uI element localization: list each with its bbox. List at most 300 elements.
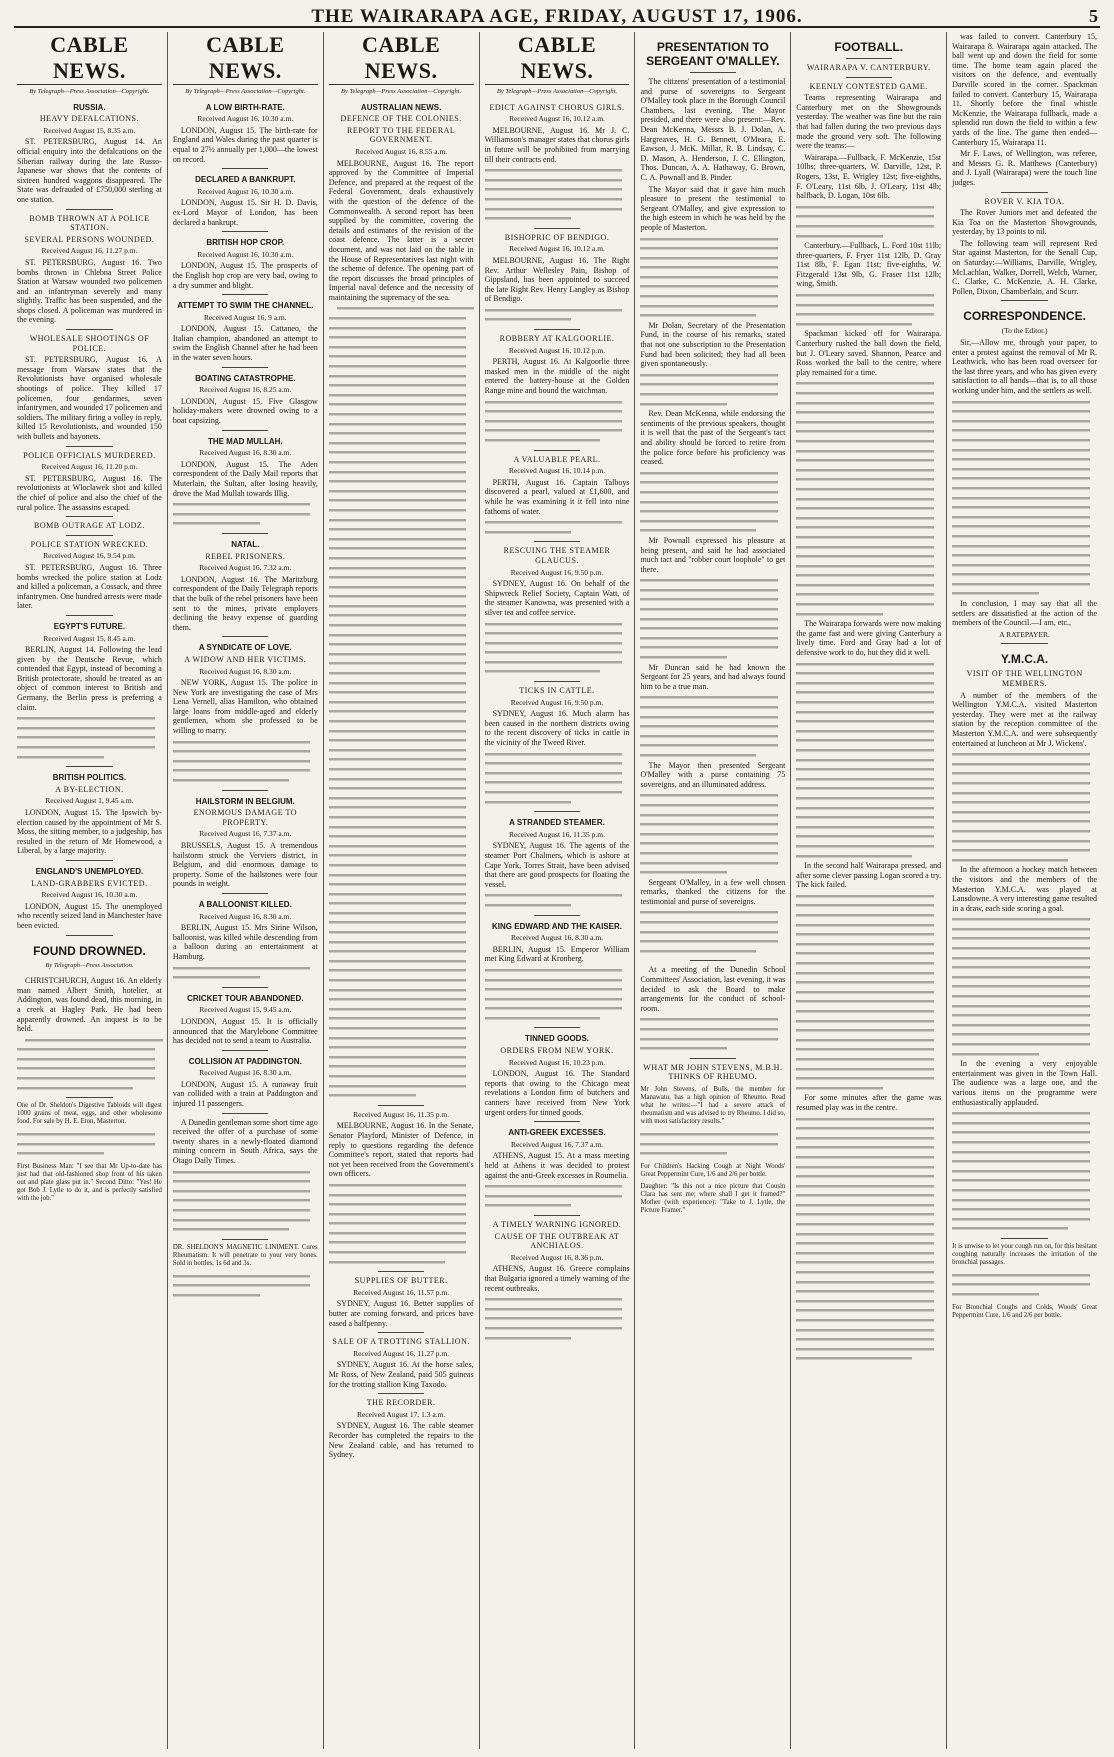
text-line xyxy=(796,660,934,670)
text-line xyxy=(952,570,1090,580)
text-line xyxy=(952,973,1090,983)
text-line xyxy=(329,1005,467,1015)
text-line xyxy=(640,302,778,312)
dateline: Received August 15, 9.45 a.m. xyxy=(199,1005,292,1015)
divider xyxy=(378,1393,424,1394)
dateline: Received August 16, 7.32 a.m. xyxy=(199,563,292,573)
article-text: Mr Duncan said he had known the Sergeant for 25 years, and had always found him to be a true man. xyxy=(640,662,786,691)
text-line xyxy=(640,273,778,283)
article-text: SYDNEY, August 16. Better supplies of butter are coming forward, and prices have eased a halfpenny. xyxy=(328,1299,474,1328)
text-line xyxy=(329,554,467,564)
article-text: The citizens' presentation of a testimonial and purse of sovereigns to Sergeant O'Malley took place in the Borough Council Chambers, last evening. The Mayor presided, and there were also present:—Rev. Dean McKenna, Messrs B. J. Dolan, A. Hargreaves, H. G. Bennett, O'Meara, E. Eawson, J. McK. Millar, R. B. Lindsay, C. D. Mason, A. Henderson, J. C. Ellington, Thos. Duncan, A. A. Hathaway, G. Brown, C. A. Pownall and B. Pinder. xyxy=(640,77,786,182)
section-subtitle: ROBBERY AT KALGOORLIE. xyxy=(499,334,615,344)
text-line xyxy=(796,1239,934,1249)
dateline: Received August 16, 9.50 p.m. xyxy=(510,567,604,577)
section-subtitle: DEFENCE OF THE COLONIES. xyxy=(340,114,462,124)
article-text: BERLIN, August 15. Emperor William met King Edward at Kronberg. xyxy=(484,944,630,964)
text-line xyxy=(952,484,1090,494)
article-text: MELBOURNE, August 16. The Right Rev. Arthur Wellesley Pain, Bishop of Gippsland, has been appointed to succeed the late Right Rev. Henry Langley as Bishop of Bendigo. xyxy=(484,255,630,304)
article-text: Canterbury.—Fullback, L. Ford 10st 11lb; three-quarters, F. Fryer 11st 12lb, D. Gray 11st 8lb, F. Egan 11st; five-eighths, W. Fitzgerald 13st 9lb, G. Fraser 11st 12lb; wing, Smith. xyxy=(796,241,942,289)
text-line xyxy=(173,1196,311,1206)
article-text: Teams representing Wairarapa and Canterbury met on the Showgrounds yesterday. The weather was fine but the rain that had fallen during the two previous days made the ground very soft. The following were the teams:— xyxy=(796,93,942,151)
text-line xyxy=(796,1287,934,1297)
text-line xyxy=(329,794,467,804)
section-title: A LOW BIRTH-RATE. xyxy=(205,102,285,112)
text-line xyxy=(485,985,623,995)
text-line xyxy=(796,997,934,1007)
text-line xyxy=(640,830,778,840)
divider xyxy=(534,228,580,229)
text-line xyxy=(952,1224,1068,1234)
section-title: CORRESPONDENCE. xyxy=(963,309,1086,324)
text-line xyxy=(796,959,934,969)
article-text: ST. PETERSBURG, August 16. The revolutionists at Wloclawek shot and killed the chief of police and also the chief of the rural police. The assassins escaped. xyxy=(17,473,162,512)
section-title: Y.M.C.A. xyxy=(1000,652,1049,667)
column-heading: PRESENTATION TO SERGEANT O'MALLEY. xyxy=(646,40,780,68)
text-line xyxy=(952,589,1039,599)
text-line xyxy=(796,978,934,988)
text-line xyxy=(796,756,934,766)
text-line xyxy=(796,1045,934,1055)
text-line xyxy=(640,801,778,811)
section-subtitle: RESCUING THE STEAMER GLAUCUS. xyxy=(503,546,611,565)
text-line xyxy=(952,1050,1039,1060)
text-line xyxy=(173,776,289,786)
text-line xyxy=(329,333,467,343)
text-line xyxy=(952,769,1090,779)
text-line xyxy=(329,362,467,372)
text-line xyxy=(796,717,934,727)
text-line xyxy=(329,400,467,410)
text-line xyxy=(329,861,467,871)
column-heading: CABLE NEWS. xyxy=(329,32,474,85)
text-line xyxy=(173,1206,311,1216)
column-2 xyxy=(168,32,324,1749)
section-title: ENGLAND'S UNEMPLOYED. xyxy=(35,866,144,876)
dateline: Received August 16, 8.36 p.m. xyxy=(510,1252,604,1262)
text-line xyxy=(796,562,934,572)
text-line xyxy=(485,1182,623,1192)
text-line xyxy=(329,487,467,497)
byline: By Telegraph—Press Association—Copyright. xyxy=(185,88,306,95)
text-line xyxy=(796,437,934,447)
text-line xyxy=(485,518,623,528)
divider xyxy=(846,77,892,78)
text-line xyxy=(640,732,778,742)
dateline: Received August 15, 8.35 a.m. xyxy=(43,125,136,135)
text-line xyxy=(796,688,934,698)
text-line xyxy=(329,746,467,756)
text-line xyxy=(329,1024,467,1034)
dateline: Received August 16, 10.12 p.m. xyxy=(508,345,606,355)
divider xyxy=(222,168,268,169)
divider xyxy=(534,329,580,330)
text-line xyxy=(17,1140,155,1150)
section-title: EGYPT'S FUTURE. xyxy=(53,621,126,631)
article-text: LONDON, August 15. The unemployed who recently seized land in Manchester have been evicted. xyxy=(17,901,162,930)
text-line xyxy=(796,901,934,911)
text-line xyxy=(17,1074,155,1084)
dateline: Received August 16, 8.30 a.m. xyxy=(199,1068,292,1078)
text-line xyxy=(796,1335,934,1345)
dateline: Received August 16, 7.37 a.m. xyxy=(199,829,292,839)
article-text: PERTH, August 16. Captain Talboys discovered a pearl, valued at £1,600, and while he was examining it it fell into nine fathoms of water. xyxy=(484,477,630,516)
section-subtitle: BOMB THROWN AT A POLICE STATION. xyxy=(29,213,150,233)
text-line xyxy=(796,852,912,862)
text-line xyxy=(796,222,934,232)
article-text: Mr Pownall expressed his pleasure at being present, and said he had associated much tact and "robber court loophole" to get there. xyxy=(640,535,786,574)
text-line xyxy=(640,741,778,751)
text-line xyxy=(173,1291,260,1301)
text-line xyxy=(952,798,1090,808)
text-line xyxy=(640,254,778,264)
text-line xyxy=(952,1176,1090,1186)
text-line xyxy=(485,176,623,186)
text-line xyxy=(796,1354,912,1364)
text-line xyxy=(796,784,934,794)
dateline: Received August 16, 11.20 p.m. xyxy=(41,462,138,472)
article-text: was failed to convert. Canterbury 15, Wairarapa 8. Wairarapa again attacked. The ball went up and down the field for some time. The home team again placed the visitors on the defence, and eventually Darville scored in the corner. Spackman failed to convert. Canterbury 15, Wairarapa 11. Shortly before the final whistle McKenzie, the Wairarapa fullback, made a splendid run down the field to within a few yards of the line. The game then ended—Canterbury 15, Wairarapa 11. xyxy=(952,32,1098,147)
text-line xyxy=(485,629,623,639)
divider xyxy=(534,1121,580,1122)
text-line xyxy=(952,446,1090,456)
text-line xyxy=(329,1219,467,1229)
article-text: The Wairarapa forwards were now making the game fast and were giving Canterbury a lively time. Ford and Gray had a lot of defensive work to do, but they did it well. xyxy=(796,619,942,658)
article-text: PERTH, August 16. At Kalgoorlie three masked men in the middle of the night entered the battery-house at the Golden Range mine and bound the watchman. xyxy=(484,357,630,396)
text-line xyxy=(329,784,467,794)
article-text: LONDON, August 15. Sir H. D. Davis, ex-Lord Mayor of London, has been declared a bankrupt. xyxy=(172,198,318,227)
text-line xyxy=(796,581,934,591)
text-line xyxy=(640,643,778,653)
text-line xyxy=(796,1258,934,1268)
article-text: MELBOURNE, August 16. Mr J. C. Williamson's manager states that chorus girls in future will be prohibited from marrying till their contracts end. xyxy=(484,125,630,164)
text-line xyxy=(173,1281,311,1291)
divider xyxy=(66,446,112,447)
article-text: At a meeting of the Dunedin School Committees' Association, last evening, it was decided to ask the Board to make arrangements for the conduct of school-room. xyxy=(640,965,786,1013)
section-title: BRITISH HOP CROP. xyxy=(206,238,285,248)
text-line xyxy=(952,522,1090,532)
text-line xyxy=(796,949,934,959)
text-line xyxy=(796,571,934,581)
text-line xyxy=(329,468,467,478)
text-line xyxy=(173,1168,311,1178)
text-line xyxy=(952,808,1090,818)
text-line xyxy=(796,1065,934,1075)
text-line xyxy=(640,1140,778,1150)
dateline: Received August 16, 8.55 a.m. xyxy=(355,146,448,156)
text-line xyxy=(796,669,934,679)
text-line xyxy=(329,755,467,765)
text-line xyxy=(485,648,623,658)
text-line xyxy=(329,736,467,746)
text-line xyxy=(329,1191,467,1201)
divider xyxy=(846,58,892,59)
advertisement: First Business Man: "I see that Mr Up-to-date has just had that old-fashioned shop front of his taken out and plate glass put in." Second Ditto: "Yes! He got Bob J. Lytle to do it, and is perfectly satisfied with the job." xyxy=(17,1163,162,1203)
text-line xyxy=(485,976,623,986)
dateline: Received August 16, 10.30 a.m. xyxy=(197,114,294,124)
text-line xyxy=(17,1064,155,1074)
text-line xyxy=(952,1109,1090,1119)
text-line xyxy=(173,973,260,983)
section-title: AUSTRALIAN NEWS. xyxy=(360,102,442,112)
section-subtitle: A WIDOW AND HER VICTIMS. xyxy=(184,654,307,664)
text-line xyxy=(640,693,778,703)
divider xyxy=(222,231,268,232)
signature: A RATEPAYER. xyxy=(999,629,1050,639)
text-line xyxy=(796,291,934,301)
section-subtitle: A BY-ELECTION. xyxy=(55,784,124,794)
divider xyxy=(222,367,268,368)
text-line xyxy=(640,235,778,245)
text-line xyxy=(952,963,1090,973)
text-line xyxy=(640,839,778,849)
text-line xyxy=(329,381,467,391)
text-line xyxy=(796,320,912,330)
section-title: ANTI-GREEK EXCESSES. xyxy=(508,1128,606,1138)
text-line xyxy=(640,908,778,918)
text-line xyxy=(485,1334,572,1344)
divider xyxy=(534,450,580,451)
text-line xyxy=(952,915,1090,925)
text-line xyxy=(485,436,601,446)
text-line xyxy=(796,232,883,242)
article-text: SYDNEY, August 16. Much alarm has been caused in the northern districts owing to the recent discovery of ticks in cattle in the vicinity of the Tweed River. xyxy=(484,709,630,748)
text-line xyxy=(485,1004,623,1014)
text-line xyxy=(952,1011,1090,1021)
article-text: BERLIN, August 15. Mrs Sirine Wilson, balloonist, was killed while descending from a balloon during an entertainment at Hamburg. xyxy=(172,923,318,961)
text-line xyxy=(329,535,467,545)
article-text: ST. PETERSBURG, August 14. An official enquiry into the defalcations on the Siberian railway during the late Russo-Japanese war shows that the contents of sixteen hundred waggons disappeared. The State was defrauded of £750,000 sterling at one station. xyxy=(17,137,162,204)
article-text: ATHENS, August 15. At a mass meeting held at Athens it was decided to protest against the anti-Greek excesses in Roumelia. xyxy=(484,1151,630,1180)
section-title: CRICKET TOUR ABANDONED. xyxy=(187,993,304,1003)
text-line xyxy=(329,727,467,737)
text-line xyxy=(952,398,1090,408)
section-subtitle: ENORMOUS DAMAGE TO PROPERTY. xyxy=(193,808,297,827)
text-line xyxy=(796,1074,934,1084)
divider xyxy=(66,209,112,210)
text-line xyxy=(640,811,778,821)
text-line xyxy=(952,513,1090,523)
section-subtitle: A TIMELY WARNING IGNORED. xyxy=(492,1219,622,1229)
divider xyxy=(222,893,268,894)
text-line xyxy=(640,751,756,761)
text-line xyxy=(485,778,623,788)
section-title: FOUND DROWNED. xyxy=(33,943,146,958)
text-line xyxy=(329,688,467,698)
text-line xyxy=(796,1191,934,1201)
article-text: Rev. Dean McKenna, while endorsing the sentiments of the previous speakers, thought it is well that the past of the Sergeant's tact and ability should be forced to retire from the police force before his proficiency was ceased. xyxy=(640,409,786,467)
section-title: NATAL. xyxy=(231,539,260,549)
text-line xyxy=(329,352,467,362)
masthead xyxy=(14,6,1100,28)
text-line xyxy=(329,448,467,458)
text-line xyxy=(796,679,934,689)
divider xyxy=(1001,643,1047,644)
text-line xyxy=(329,966,467,976)
text-line xyxy=(952,789,1090,799)
column-6 xyxy=(791,32,947,1749)
text-line xyxy=(485,315,572,325)
section-title: COLLISION AT PADDINGTON. xyxy=(188,1056,302,1066)
text-line xyxy=(952,1205,1090,1215)
text-line xyxy=(640,615,778,625)
text-line xyxy=(796,552,934,562)
text-line xyxy=(329,1072,467,1082)
text-line xyxy=(952,417,1090,427)
text-line xyxy=(952,474,1090,484)
text-line xyxy=(329,1238,467,1248)
byline: By Telegraph—Press Association—Copyright. xyxy=(496,88,618,95)
text-line xyxy=(329,343,467,353)
dateline: Received August 15, 8.45 a.m. xyxy=(43,633,136,643)
text-line xyxy=(796,408,934,418)
column-heading: CABLE NEWS. xyxy=(485,32,630,85)
text-line xyxy=(640,282,778,292)
column-5 xyxy=(635,32,791,1749)
advertisement: Daughter: "Is this not a nice picture that Cousin Clara has sent me; where shall I get it framed?" Mother (with experience): "Take to J. Lytle, the Picture Framer." xyxy=(640,1182,786,1214)
text-line xyxy=(329,909,467,919)
text-line xyxy=(640,937,778,947)
article-text: The Mayor said that it gave him much pleasure to present the testimonial to Sergeant O'Malley, and give expression to the high esteem in which he was held by the people of Masterton. xyxy=(640,184,786,232)
text-line xyxy=(796,1115,934,1125)
text-line xyxy=(485,195,623,205)
section-title: A SYNDICATE OF LOVE. xyxy=(198,643,292,653)
text-line xyxy=(952,992,1090,1002)
text-line xyxy=(796,475,934,485)
section-subtitle: ORDERS FROM NEW YORK. xyxy=(500,1046,614,1056)
text-line xyxy=(796,533,934,543)
text-line xyxy=(640,791,778,801)
text-line xyxy=(640,371,778,381)
divider xyxy=(1001,300,1047,301)
section-subtitle: WAIRARAPA V. CANTERBURY. xyxy=(806,63,931,72)
text-line xyxy=(640,400,727,410)
text-line xyxy=(329,496,467,506)
divider xyxy=(1001,192,1047,193)
text-line xyxy=(952,561,1090,571)
section-subtitle: WHOLESALE SHOOTINGS OF POLICE. xyxy=(29,334,150,353)
section-subtitle: ROVER V. KIA TOA. xyxy=(984,196,1065,206)
text-line xyxy=(952,1040,1090,1050)
text-line xyxy=(796,842,934,852)
dateline: Received August 16, 10.12 a.m. xyxy=(509,114,605,124)
text-line xyxy=(329,592,467,602)
text-line xyxy=(796,1055,934,1065)
divider xyxy=(66,516,112,517)
text-line xyxy=(796,727,934,737)
text-line xyxy=(796,1306,934,1316)
text-line xyxy=(329,439,467,449)
section-subtitle: BOMB OUTRAGE AT LODZ. xyxy=(34,521,145,531)
divider xyxy=(66,615,112,616)
text-line xyxy=(329,842,467,852)
article-text: SYDNEY, August 16. The agents of the steamer Port Chalmers, which is ashore at Cape York, Torres Strait, have been advised that there are good prospects for floating the vessel. xyxy=(484,841,630,889)
text-line xyxy=(952,455,1090,465)
article-text: In the second half Wairarapa pressed, and after some clever passing Logan scored a try. The kick failed. xyxy=(796,861,942,890)
article-text: ATHENS, August 16. Greece complains that Bulgaria ignored a timely warning of the recent outbreaks. xyxy=(484,1264,630,1293)
text-line xyxy=(640,703,778,713)
section-subtitle: TICKS IN CATTLE. xyxy=(519,686,595,696)
text-line xyxy=(796,708,934,718)
text-line xyxy=(952,1280,1090,1290)
text-line xyxy=(640,928,778,938)
text-line xyxy=(796,1007,934,1017)
text-line xyxy=(640,488,778,498)
text-line xyxy=(485,1305,623,1315)
text-line xyxy=(796,504,934,514)
text-line xyxy=(796,1220,934,1230)
divider xyxy=(222,1050,268,1051)
text-line xyxy=(329,813,467,823)
text-line xyxy=(329,707,467,717)
text-line xyxy=(485,1324,623,1334)
text-line xyxy=(796,466,934,476)
text-line xyxy=(329,372,467,382)
text-line xyxy=(329,871,467,881)
text-line xyxy=(485,407,623,417)
text-line xyxy=(485,750,623,760)
text-line xyxy=(173,766,311,776)
text-line xyxy=(17,753,104,763)
text-line xyxy=(952,760,1090,770)
section-subtitle: (To the Editor.) xyxy=(1001,326,1048,336)
text-line xyxy=(796,911,934,921)
text-line xyxy=(640,517,778,527)
text-line xyxy=(952,1119,1090,1129)
text-line xyxy=(640,859,778,869)
text-line xyxy=(329,890,467,900)
text-line xyxy=(796,1182,934,1192)
text-line xyxy=(329,832,467,842)
text-line xyxy=(796,543,934,553)
text-line xyxy=(796,775,934,785)
text-line xyxy=(640,390,778,400)
text-line xyxy=(796,940,934,950)
article-text: A Dunedin gentleman some short time ago received the offer of a purchase of some twenty shares in a newly-floated diamond mining concern in South Africa, says the Otago Daily Times. xyxy=(172,1117,318,1166)
section-subtitle: SALE OF A TROTTING STALLION. xyxy=(332,1337,470,1347)
text-line xyxy=(796,389,934,399)
text-line xyxy=(640,722,778,732)
text-line xyxy=(329,621,467,631)
divider xyxy=(66,766,112,767)
advertisement: One of Dr. Sheldon's Digestive Tabloids will digest 1000 grains of meat, eggs, and other wholesome food. For sale by H. E. Eton, Masterton. xyxy=(17,1102,162,1126)
text-line xyxy=(329,631,467,641)
text-line xyxy=(329,880,467,890)
text-line xyxy=(329,516,467,526)
article-text: ST. PETERSBURG, August 16. A message from Warsaw states that the Revolutionists have organised wholesale shootings of police. They killed 17 policemen, four gendarmes, seven infantrymen, and wounded 17 policemen and soldiers. The military firing a volley in reply, killed 15 Revolutionists, and wounded 150 with bullets and bayonets. xyxy=(17,355,162,441)
text-line xyxy=(640,478,778,488)
dateline: Received August 16, 11.57 p.m. xyxy=(353,1287,450,1297)
text-line xyxy=(952,532,1090,542)
text-line xyxy=(640,1130,778,1140)
article-text: LONDON, August 15. The Ipswich by-election caused by the appointment of Mr S. Moss, the sitting member, to a judgeship, has resulted in the return of Mr Homewood, a Liberal, by a large majority. xyxy=(17,808,162,856)
text-line xyxy=(329,1229,467,1239)
section-subtitle: REBEL PRISONERS. xyxy=(205,551,286,561)
text-line xyxy=(796,1134,934,1144)
text-line xyxy=(952,1215,1090,1225)
text-line xyxy=(640,1015,778,1025)
text-line xyxy=(329,1014,467,1024)
dateline: Received August 16, 10.30 a.m. xyxy=(197,249,294,259)
article-text: The Rover Juniors met and defeated the Kia Toa on the Masterton Showgrounds, yesterday, by 13 points to nil. xyxy=(952,208,1098,237)
text-line xyxy=(173,1225,289,1235)
section-subtitle: SUPPLIES OF BUTTER. xyxy=(354,1276,448,1286)
text-line xyxy=(952,925,1090,935)
text-line xyxy=(485,667,601,677)
article-text: LONDON, August 15. It is officially announced that the Marylebone Committee has decided not to send a team to Australia. xyxy=(172,1016,318,1046)
text-line xyxy=(640,653,727,663)
text-line xyxy=(329,458,467,468)
